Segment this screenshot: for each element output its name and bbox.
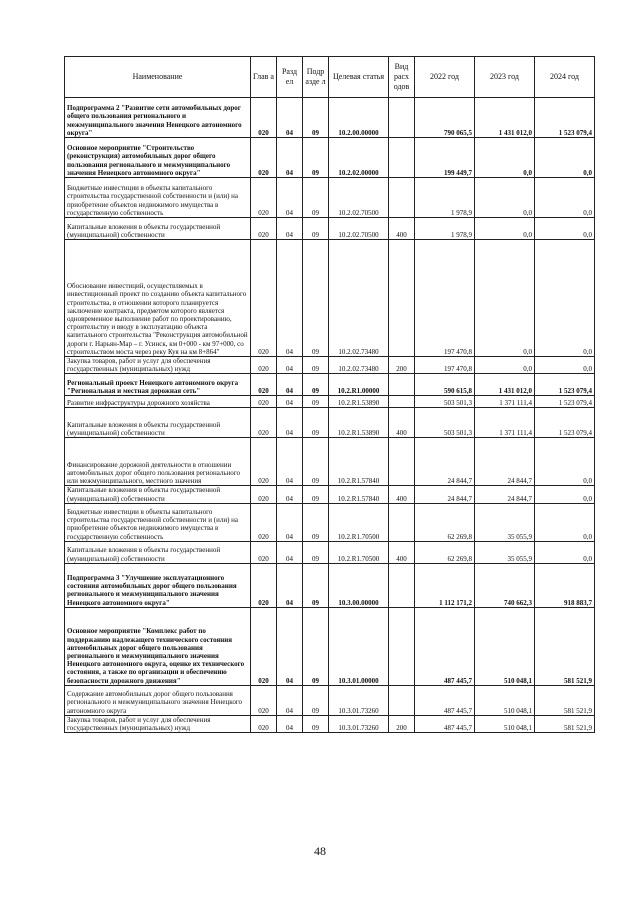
table-row <box>65 607 595 685</box>
header-vid: Вид расх одов <box>389 57 415 98</box>
cell-y2022: 487 445,7 <box>415 607 475 685</box>
cell-y2024: 0,0 <box>535 486 595 503</box>
table-row <box>65 503 595 541</box>
budget-table <box>64 56 595 733</box>
page-number: 48 <box>314 844 326 858</box>
cell-y2023: 1 371 111,4 <box>475 396 535 408</box>
cell-vid: 400 <box>389 408 415 438</box>
cell-vid <box>389 178 415 218</box>
cell-name: Закупка товаров, работ и услуг для обеспечения государственных (муниципальных) нужд <box>65 715 251 732</box>
cell-statya: 10.2.R1.00000 <box>329 374 389 396</box>
cell-y2024: 0,0 <box>535 218 595 240</box>
cell-statya: 10.2.R1.57840 <box>329 486 389 503</box>
cell-glava: 020 <box>251 541 277 563</box>
cell-y2023: 0,0 <box>475 240 535 357</box>
cell-razdel: 04 <box>277 607 303 685</box>
cell-vid: 400 <box>389 218 415 240</box>
header-glava: Глав а <box>251 57 277 98</box>
cell-razdel: 04 <box>277 357 303 374</box>
cell-y2022: 590 615,8 <box>415 374 475 396</box>
cell-y2022: 197 470,8 <box>415 240 475 357</box>
cell-name: Закупка товаров, работ и услуг для обеспечения государственных (муниципальных) нужд <box>65 357 251 374</box>
cell-y2023: 0,0 <box>475 138 535 178</box>
cell-podrazdel: 09 <box>303 685 329 715</box>
cell-y2024: 0,0 <box>535 138 595 178</box>
cell-podrazdel: 09 <box>303 503 329 541</box>
cell-podrazdel: 09 <box>303 408 329 438</box>
table-row <box>65 438 595 486</box>
cell-name: Региональный проект Ненецкого автономного округа "Региональная и местная дорожная сеть" <box>65 374 251 396</box>
header-name: Наименование <box>65 57 251 98</box>
cell-y2023: 24 844,7 <box>475 486 535 503</box>
header-2023: 2023 год <box>475 57 535 98</box>
cell-name: Обоснование инвестиций, осуществляемых в инвестиционный проект по созданию объекта капитального строительства, в отношении которого планируется заключение контракта, предметом которого является одновременное выполнение работ по проектированию, строительству и вводу в эксплуатацию объекта капитального строительства "Реконструкция автомобильной дороги г. Нарьян-Мар – г. Усинск, км 0+000 - км 97+000, со строительством моста через реку Куя на км 8+864" <box>65 240 251 357</box>
cell-y2024: 918 883,7 <box>535 563 595 607</box>
cell-glava: 020 <box>251 374 277 396</box>
cell-podrazdel: 09 <box>303 240 329 357</box>
cell-name: Развитие инфраструктуры дорожного хозяйства <box>65 396 251 408</box>
cell-statya: 10.2.R1.57840 <box>329 438 389 486</box>
cell-statya: 10.3.00.00000 <box>329 563 389 607</box>
cell-glava: 020 <box>251 396 277 408</box>
cell-y2024: 0,0 <box>535 541 595 563</box>
cell-vid: 400 <box>389 541 415 563</box>
cell-razdel: 04 <box>277 715 303 732</box>
cell-y2023: 1 431 012,0 <box>475 374 535 396</box>
cell-name: Основное мероприятие "Строительство (реконструкция) автомобильных дорог общего пользования регионального и межмуниципального значения Ненецкого автономного округа" <box>65 138 251 178</box>
table-row <box>65 563 595 607</box>
cell-name: Содержание автомобильных дорог общего пользования регионального и межмуниципального значения Ненецкого автономного округа <box>65 685 251 715</box>
cell-razdel: 04 <box>277 503 303 541</box>
cell-podrazdel: 09 <box>303 178 329 218</box>
cell-podrazdel: 09 <box>303 138 329 178</box>
cell-glava: 020 <box>251 408 277 438</box>
cell-y2024: 0,0 <box>535 357 595 374</box>
cell-podrazdel: 09 <box>303 218 329 240</box>
table-row <box>65 486 595 503</box>
table-body <box>65 98 595 733</box>
cell-podrazdel: 09 <box>303 486 329 503</box>
cell-glava: 020 <box>251 563 277 607</box>
cell-y2024: 581 521,9 <box>535 607 595 685</box>
cell-podrazdel: 09 <box>303 98 329 138</box>
cell-podrazdel: 09 <box>303 357 329 374</box>
cell-glava: 020 <box>251 685 277 715</box>
cell-vid <box>389 240 415 357</box>
cell-statya: 10.2.02.00000 <box>329 138 389 178</box>
cell-razdel: 04 <box>277 685 303 715</box>
cell-y2022: 24 844,7 <box>415 486 475 503</box>
cell-y2023: 35 055,9 <box>475 503 535 541</box>
cell-razdel: 04 <box>277 408 303 438</box>
cell-y2022: 790 065,5 <box>415 98 475 138</box>
cell-y2022: 24 844,7 <box>415 438 475 486</box>
cell-glava: 020 <box>251 357 277 374</box>
cell-y2023: 0,0 <box>475 178 535 218</box>
cell-y2022: 1 112 171,2 <box>415 563 475 607</box>
cell-podrazdel: 09 <box>303 607 329 685</box>
cell-razdel: 04 <box>277 374 303 396</box>
header-podrazdel: Подр азде л <box>303 57 329 98</box>
cell-vid <box>389 138 415 178</box>
cell-vid <box>389 374 415 396</box>
cell-y2023: 0,0 <box>475 218 535 240</box>
cell-glava: 020 <box>251 178 277 218</box>
cell-y2024: 581 521,9 <box>535 715 595 732</box>
cell-y2023: 510 048,1 <box>475 685 535 715</box>
cell-vid: 200 <box>389 715 415 732</box>
cell-name: Основное мероприятие "Комплекс работ по поддержанию надлежащего технического состояния автомобильных дорог общего пользования регионального и межмуниципального значения Ненецкого автономного округа, оценке их технического состояния, а также по организации и обеспечению безопасности дорожного движения" <box>65 607 251 685</box>
cell-statya: 10.2.02.70500 <box>329 178 389 218</box>
cell-y2023: 1 431 012,0 <box>475 98 535 138</box>
cell-y2022: 1 978,9 <box>415 218 475 240</box>
table-row <box>65 715 595 732</box>
cell-y2024: 1 523 079,4 <box>535 408 595 438</box>
cell-razdel: 04 <box>277 178 303 218</box>
cell-vid <box>389 607 415 685</box>
cell-y2023: 510 048,1 <box>475 607 535 685</box>
cell-razdel: 04 <box>277 396 303 408</box>
table-row <box>65 357 595 374</box>
table-row <box>65 240 595 357</box>
cell-statya: 10.2.R1.53890 <box>329 396 389 408</box>
cell-y2024: 0,0 <box>535 240 595 357</box>
cell-statya: 10.3.01.73260 <box>329 685 389 715</box>
cell-razdel: 04 <box>277 240 303 357</box>
cell-name: Капитальные вложения в объекты государственной (муниципальной) собственности <box>65 486 251 503</box>
cell-glava: 020 <box>251 138 277 178</box>
table-row <box>65 178 595 218</box>
header-razdel: Разд ел <box>277 57 303 98</box>
cell-statya: 10.2.02.73480 <box>329 357 389 374</box>
cell-y2023: 24 844,7 <box>475 438 535 486</box>
cell-name: Капитальные вложения в объекты государственной (муниципальной) собственности <box>65 408 251 438</box>
cell-y2022: 199 449,7 <box>415 138 475 178</box>
cell-y2023: 0,0 <box>475 357 535 374</box>
cell-y2024: 0,0 <box>535 438 595 486</box>
cell-statya: 10.2.02.73480 <box>329 240 389 357</box>
cell-podrazdel: 09 <box>303 396 329 408</box>
cell-razdel: 04 <box>277 541 303 563</box>
cell-vid <box>389 563 415 607</box>
cell-podrazdel: 09 <box>303 541 329 563</box>
cell-podrazdel: 09 <box>303 374 329 396</box>
header-2022: 2022 год <box>415 57 475 98</box>
cell-y2024: 581 521,9 <box>535 685 595 715</box>
cell-vid <box>389 98 415 138</box>
table-row <box>65 98 595 138</box>
cell-glava: 020 <box>251 98 277 138</box>
table-row <box>65 541 595 563</box>
cell-glava: 020 <box>251 240 277 357</box>
budget-table-page <box>64 56 594 733</box>
cell-glava: 020 <box>251 503 277 541</box>
cell-y2022: 62 269,8 <box>415 503 475 541</box>
cell-razdel: 04 <box>277 138 303 178</box>
cell-y2023: 1 371 111,4 <box>475 408 535 438</box>
cell-y2023: 510 048,1 <box>475 715 535 732</box>
table-row <box>65 396 595 408</box>
cell-y2022: 62 269,8 <box>415 541 475 563</box>
table-row <box>65 138 595 178</box>
cell-statya: 10.3.01.00000 <box>329 607 389 685</box>
cell-statya: 10.2.R1.70500 <box>329 503 389 541</box>
cell-name: Финансирование дорожной деятельности в отношении автомобильных дорог общего пользования регионального или межмуниципального, местного значения <box>65 438 251 486</box>
cell-razdel: 04 <box>277 486 303 503</box>
cell-y2022: 487 445,7 <box>415 685 475 715</box>
cell-glava: 020 <box>251 218 277 240</box>
table-row <box>65 408 595 438</box>
cell-vid <box>389 438 415 486</box>
cell-y2024: 1 523 079,4 <box>535 396 595 408</box>
table-row <box>65 685 595 715</box>
cell-y2024: 0,0 <box>535 503 595 541</box>
header-2024: 2024 год <box>535 57 595 98</box>
cell-glava: 020 <box>251 715 277 732</box>
cell-podrazdel: 09 <box>303 563 329 607</box>
cell-name: Капитальные вложения в объекты государственной (муниципальной) собственности <box>65 541 251 563</box>
cell-glava: 020 <box>251 438 277 486</box>
cell-y2023: 35 055,9 <box>475 541 535 563</box>
cell-glava: 020 <box>251 607 277 685</box>
cell-razdel: 04 <box>277 563 303 607</box>
cell-glava: 020 <box>251 486 277 503</box>
cell-razdel: 04 <box>277 218 303 240</box>
cell-vid: 200 <box>389 357 415 374</box>
cell-y2023: 740 662,3 <box>475 563 535 607</box>
cell-y2022: 197 470,8 <box>415 357 475 374</box>
cell-podrazdel: 09 <box>303 438 329 486</box>
cell-y2024: 1 523 079,4 <box>535 374 595 396</box>
header-statya: Целевая статья <box>329 57 389 98</box>
cell-name: Подпрограмма 3 "Улучшение эксплуатационного состояния автомобильных дорог общего пользования регионального и межмуниципального значения Ненецкого автономного округа" <box>65 563 251 607</box>
cell-y2024: 0,0 <box>535 178 595 218</box>
cell-y2022: 1 978,9 <box>415 178 475 218</box>
cell-y2022: 503 501,3 <box>415 408 475 438</box>
cell-razdel: 04 <box>277 438 303 486</box>
cell-y2022: 503 501,3 <box>415 396 475 408</box>
cell-statya: 10.2.R1.53890 <box>329 408 389 438</box>
cell-statya: 10.2.R1.70500 <box>329 541 389 563</box>
cell-y2022: 487 445,7 <box>415 715 475 732</box>
cell-vid <box>389 503 415 541</box>
cell-name: Бюджетные инвестиции в объекты капитального строительства государственной собственности и (или) на приобретение объектов недвижимого имущества в государственную собственность <box>65 178 251 218</box>
cell-name: Подпрограмма 2 "Развитие сети автомобильных дорог общего пользования регионального и межмуниципального значения Ненецкого автономного округа" <box>65 98 251 138</box>
cell-vid: 400 <box>389 486 415 503</box>
cell-statya: 10.2.02.70500 <box>329 218 389 240</box>
cell-podrazdel: 09 <box>303 715 329 732</box>
cell-statya: 10.3.01.73260 <box>329 715 389 732</box>
cell-vid <box>389 685 415 715</box>
table-row <box>65 218 595 240</box>
table-header-row <box>65 57 595 98</box>
cell-name: Капитальные вложения в объекты государственной (муниципальной) собственности <box>65 218 251 240</box>
cell-y2024: 1 523 079,4 <box>535 98 595 138</box>
cell-razdel: 04 <box>277 98 303 138</box>
cell-vid <box>389 396 415 408</box>
cell-name: Бюджетные инвестиции в объекты капитального строительства государственной собственности и (или) на приобретение объектов недвижимого имущества в государственную собственность <box>65 503 251 541</box>
table-row <box>65 374 595 396</box>
cell-statya: 10.2.00.00000 <box>329 98 389 138</box>
